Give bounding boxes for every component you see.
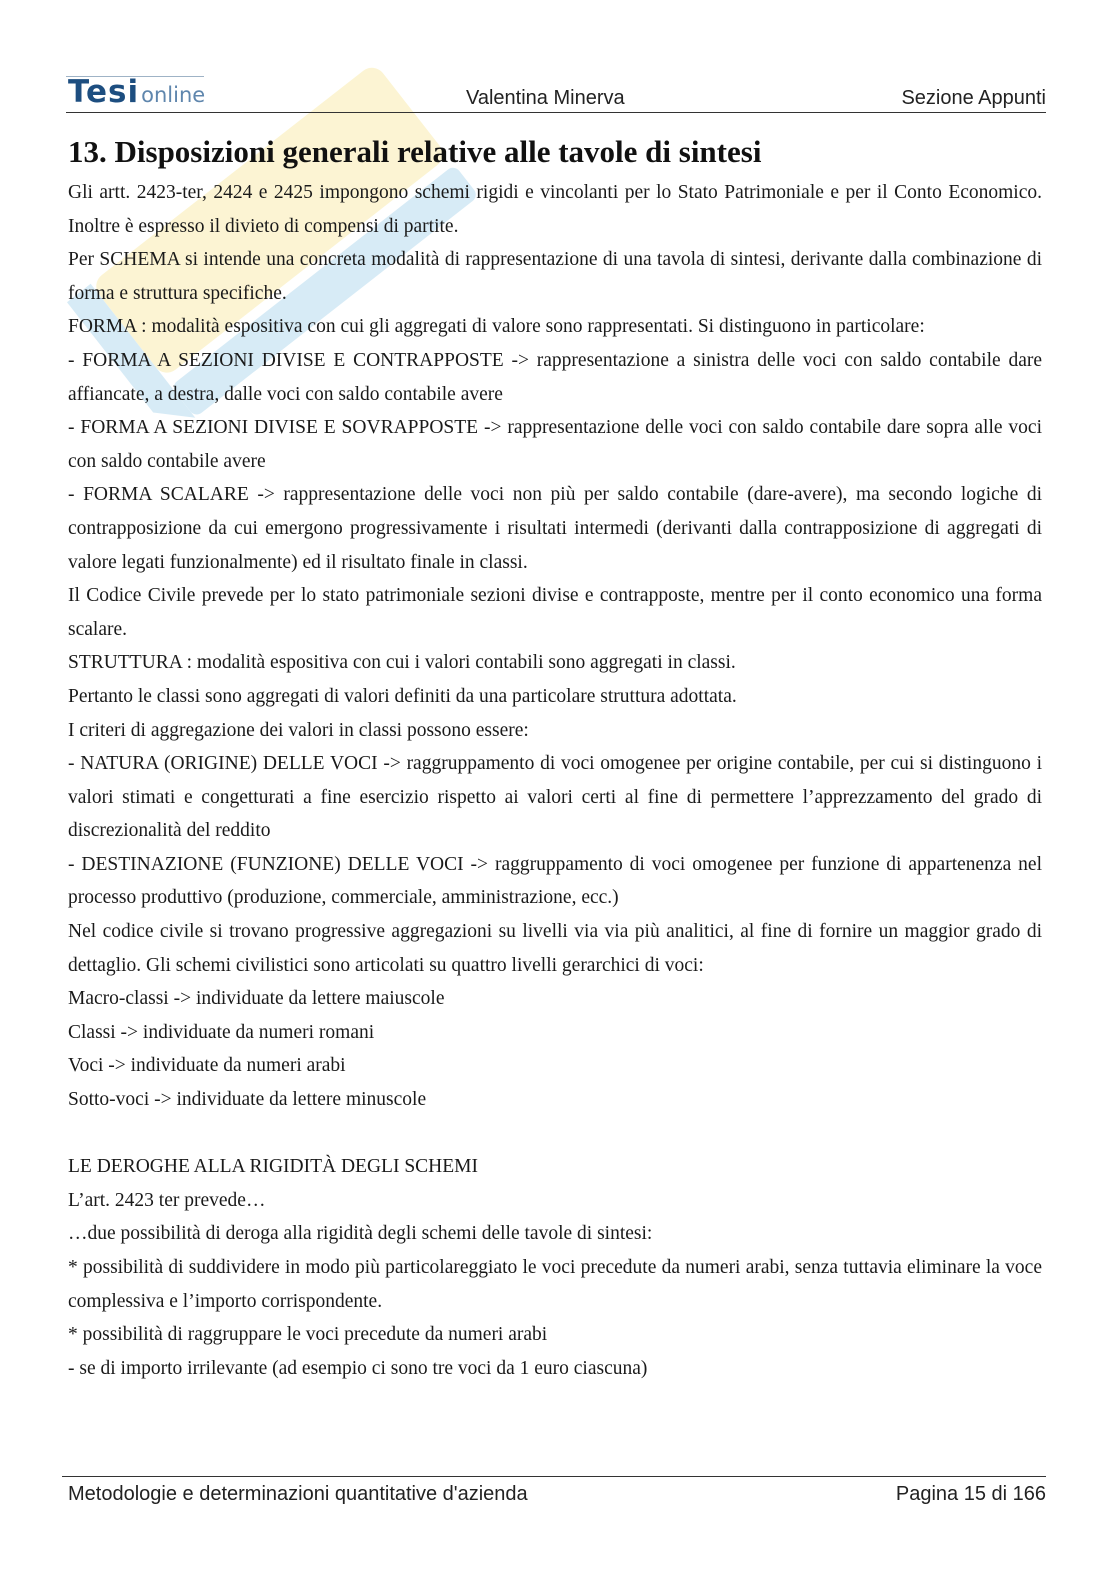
- header-author: Valentina Minerva: [466, 87, 625, 109]
- subsection-heading: LE DEROGHE ALLA RIGIDITÀ DEGLI SCHEMI: [68, 1156, 478, 1178]
- logo-sub-text: online: [141, 83, 206, 107]
- paragraph: - FORMA A SEZIONI DIVISE E CONTRAPPOSTE -> rappresentazione a sinistra delle voci con saldo contabile dare affiancate, a destra, dalle voci con saldo contabile avere: [68, 349, 1042, 405]
- paragraph: - FORMA A SEZIONI DIVISE E SOVRAPPOSTE -> rappresentazione delle voci con saldo contabile dare sopra alle voci con saldo contabile avere: [68, 417, 1042, 472]
- header-section: Sezione Appunti: [901, 87, 1046, 109]
- paragraph: STRUTTURA : modalità espositiva con cui i valori contabili sono aggregati in classi.: [68, 652, 736, 674]
- page-footer: [62, 1476, 1046, 1517]
- footer-course-title: Metodologie e determinazioni quantitative d'azienda: [68, 1483, 528, 1505]
- paragraph: Pertanto le classi sono aggregati di valori definiti da una particolare struttura adottata.: [68, 685, 737, 707]
- paragraph: * possibilità di raggruppare le voci precedute da numeri arabi: [68, 1324, 548, 1346]
- page-number: Pagina 15 di 166: [895, 1483, 1046, 1505]
- tesionline-logo: [68, 74, 205, 110]
- paragraph: …due possibilità di deroga alla rigidità degli schemi delle tavole di sintesi:: [68, 1223, 653, 1245]
- list-item: Macro-classi -> individuate da lettere maiuscole: [68, 988, 445, 1010]
- logo-main-text: Tesi: [68, 74, 140, 110]
- paragraph: Gli artt. 2423-ter, 2424 e 2425 impongono schemi rigidi e vincolanti per lo Stato Patrimoniale e per il Conto Economico. Inoltre è espresso il divieto di compensi di partite.: [68, 182, 1042, 237]
- paragraph: Il Codice Civile prevede per lo stato patrimoniale sezioni divise e contrapposte, mentre per il conto economico una forma scalare.: [68, 585, 1042, 640]
- list-item: Sotto-voci -> individuate da lettere minuscole: [68, 1089, 427, 1111]
- paragraph: I criteri di aggregazione dei valori in classi possono essere:: [68, 719, 529, 741]
- paragraph: * possibilità di suddividere in modo più particolareggiato le voci precedute da numeri arabi, senza tuttavia eliminare la voce complessiva e l’importo corrispondente.: [68, 1257, 1042, 1312]
- list-item: Voci -> individuate da numeri arabi: [68, 1055, 346, 1077]
- paragraph: - se di importo irrilevante (ad esempio ci sono tre voci da 1 euro ciascuna): [68, 1357, 648, 1379]
- section-title: 13. Disposizioni generali relative alle tavole di sintesi: [68, 134, 762, 169]
- page-header: [66, 70, 1046, 113]
- paragraph: - DESTINAZIONE (FUNZIONE) DELLE VOCI -> raggruppamento di voci omogenee per funzione di appartenenza nel processo produttivo (produzione, commerciale, amministrazione, ecc.): [68, 853, 1042, 909]
- paragraph: - NATURA (ORIGINE) DELLE VOCI -> raggruppamento di voci omogenee per origine contabile, per cui si distinguono i valori stimati e congetturati a fine esercizio rispetto ai valori certi al fine di permettere l’apprezzamento del grado di discrezionalità del reddito: [68, 753, 1042, 842]
- document-body: [68, 132, 1042, 1385]
- list-item: Classi -> individuate da numeri romani: [68, 1021, 375, 1043]
- paragraph: Per SCHEMA si intende una concreta modalità di rappresentazione di una tavola di sintesi, derivante dalla combinazione di forma e struttura specifiche.: [68, 249, 1042, 304]
- paragraph: - FORMA SCALARE -> rappresentazione delle voci non più per saldo contabile (dare-avere), ma secondo logiche di contrapposizione da cui emergono progressivamente i risultati intermedi (derivanti dalla contrapposizione di aggregati di valore legati funzionalmente) ed il risultato finale in classi.: [68, 484, 1042, 573]
- paragraph: FORMA : modalità espositiva con cui gli aggregati di valore sono rappresentati. Si distinguono in particolare:: [68, 316, 925, 338]
- paragraph: L’art. 2423 ter prevede…: [68, 1189, 266, 1211]
- paragraph: Nel codice civile si trovano progressive aggregazioni su livelli via via più analitici, al fine di fornire un maggior grado di dettaglio. Gli schemi civilistici sono articolati su quattro livelli gerarchici di voci:: [68, 921, 1042, 976]
